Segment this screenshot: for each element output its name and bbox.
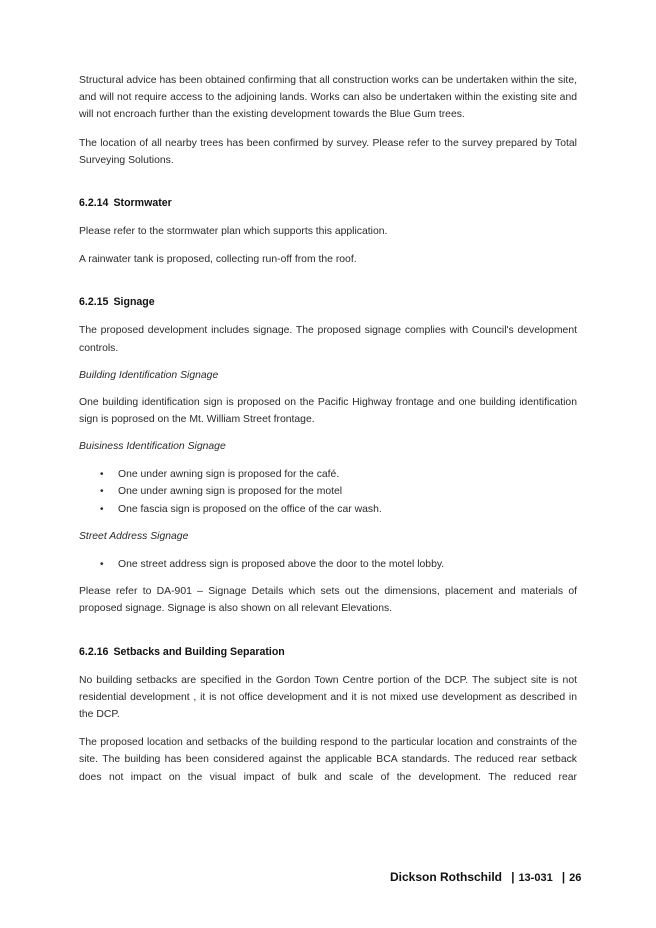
section-number: 6.2.16 bbox=[79, 645, 109, 658]
footer-separator: | bbox=[561, 872, 566, 884]
footer-brand: Dickson Rothschild bbox=[390, 870, 503, 884]
section-title: Setbacks and Building Separation bbox=[113, 645, 285, 658]
page-footer bbox=[390, 870, 590, 884]
setbacks-paragraph-location: The proposed location and setbacks of the building respond to the particular location and constraints of the site. The building has been considered against the applicable BCA standards. The reduced rear setback does not impact on the visual impact of bulk and scale of the development. The reduced rear bbox=[79, 737, 577, 783]
section-number: 6.2.14 bbox=[79, 197, 109, 210]
list-item: • One under awning sign is proposed for the café. bbox=[79, 466, 577, 484]
stormwater-paragraph-plan: Please refer to the stormwater plan which supports this application. bbox=[79, 226, 388, 238]
section-number: 6.2.15 bbox=[79, 296, 109, 309]
section-title: Stormwater bbox=[113, 197, 172, 210]
section-heading-signage bbox=[79, 294, 577, 311]
signage-closing-paragraph: Please refer to DA-901 – Signage Details which sets out the dimensions, placement and materials of proposed signage. Signage is also shown on all relevant Elevations. bbox=[79, 586, 577, 615]
bullet-icon: • bbox=[100, 486, 104, 498]
street-signage-list bbox=[79, 556, 577, 574]
bullet-icon: • bbox=[100, 468, 104, 480]
footer-project-code: 13-031 bbox=[518, 872, 553, 884]
section-title: Signage bbox=[113, 296, 155, 309]
list-item: • One street address sign is proposed above the door to the motel lobby. bbox=[79, 556, 577, 574]
bullet-icon: • bbox=[100, 503, 104, 515]
section-heading-setbacks bbox=[79, 644, 577, 661]
intro-paragraph-trees: The location of all nearby trees has been confirmed by survey. Please refer to the survey prepared by Total Surveying Solutions. bbox=[79, 137, 577, 166]
footer-page-number: 26 bbox=[569, 872, 582, 884]
intro-paragraph-structural: Structural advice has been obtained confirming that all construction works can be undertaken within the site, and will not require access to the adjoining lands. Works can also be undertaken within the existing site and will not encroach further than the existing development towards the Blue Gum trees. bbox=[79, 75, 577, 121]
document-page bbox=[79, 72, 577, 786]
section-heading-stormwater bbox=[79, 195, 577, 212]
list-item: • One under awning sign is proposed for the motel bbox=[79, 483, 577, 501]
building-identification-paragraph: One building identification sign is proposed on the Pacific Highway frontage and one building identification sign is poprosed on the Mt. William Street frontage. bbox=[79, 397, 577, 426]
footer-separator: | bbox=[511, 872, 515, 884]
business-signage-list bbox=[79, 466, 577, 519]
signage-intro-paragraph: The proposed development includes signage. The proposed signage complies with Council's development controls. bbox=[79, 325, 577, 354]
setbacks-paragraph-dcp: No building setbacks are specified in the Gordon Town Centre portion of the DCP. The subject site is not residential development , it is not office development and it is not mixed use development as described in the DCP. bbox=[79, 674, 577, 721]
list-item: • One fascia sign is proposed on the office of the car wash. bbox=[79, 501, 577, 519]
bullet-icon: • bbox=[100, 558, 104, 570]
subheading-business-identification: Buisiness Identification Signage bbox=[79, 441, 226, 453]
subheading-building-identification: Building Identification Signage bbox=[79, 369, 219, 381]
subheading-street-address: Street Address Signage bbox=[79, 531, 189, 543]
stormwater-paragraph-tank: A rainwater tank is proposed, collecting run-off from the roof. bbox=[79, 254, 357, 266]
